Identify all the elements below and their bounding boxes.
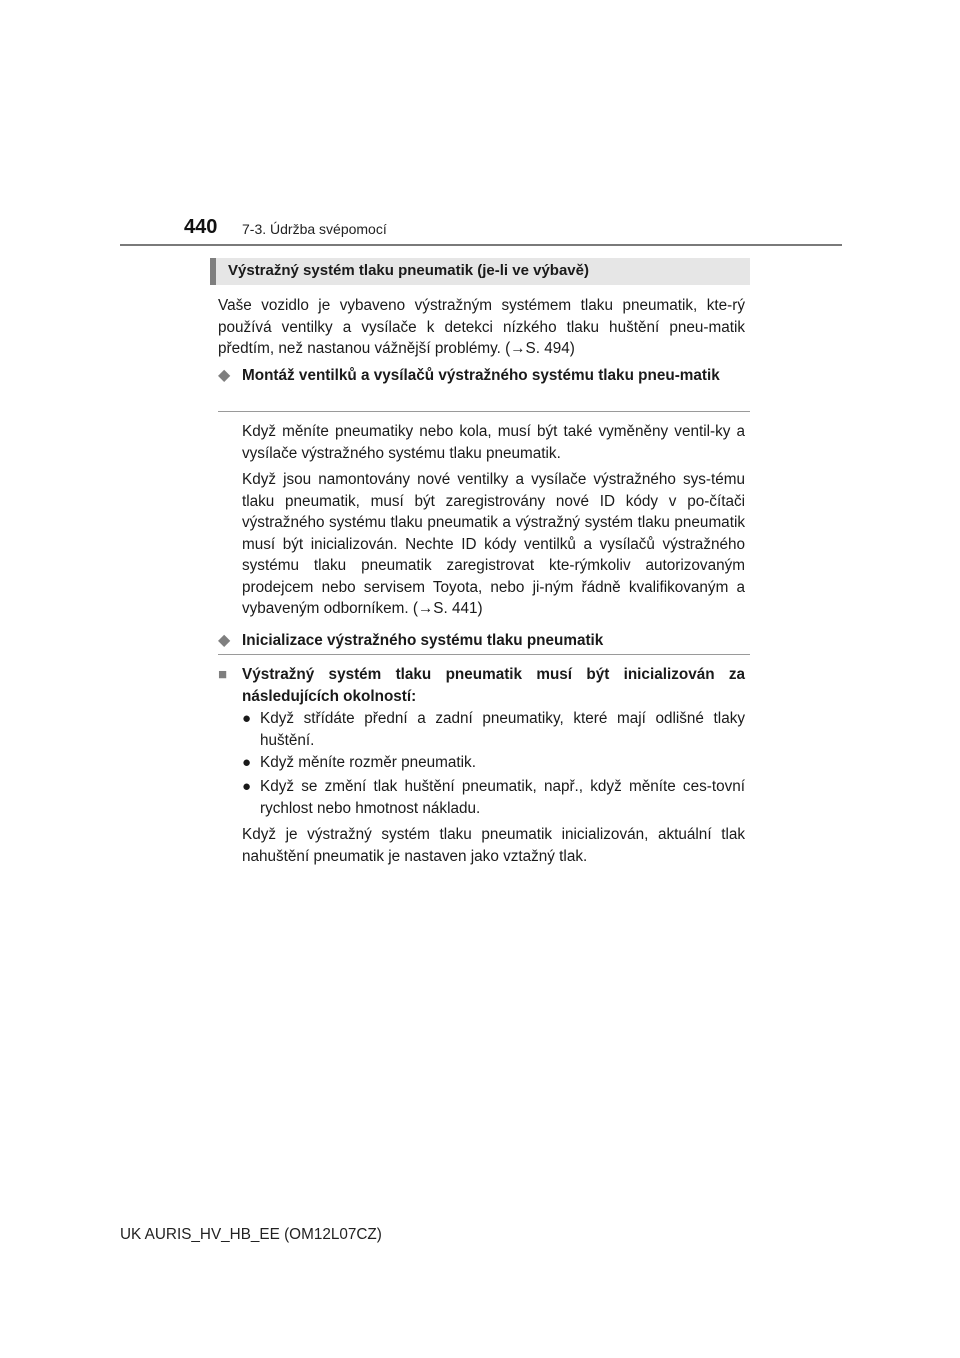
list-item [242,776,745,819]
condition-heading-text: Výstražný systém tlaku pneumatik musí být inicializován za následujících okolností: [242,666,745,705]
square-icon: ■ [218,666,228,683]
intro-paragraph: Vaše vozidlo je vybaveno výstražným systémem tlaku pneumatik, kte-rý používá ventilky a vysílače k detekci nízkého tlaku huštění pneu-matik předtím, než nastanou vážnější problémy. (→S. 494) [218,297,745,357]
diamond-icon: ◆ [218,632,231,649]
bullet-dot-icon: ● [242,754,252,771]
bullet-dot-icon: ● [242,778,252,795]
chapter-title: 7-3. Údržba svépomocí [242,221,387,237]
page-number: 440 [184,216,218,238]
closing-paragraph: Když je výstražný systém tlaku pneumatik inicializován, aktuální tlak nahuštění pneumatik je nastaven jako vztažný tlak. [242,826,745,865]
section-title: Výstražný systém tlaku pneumatik (je-li ve výbavě) [228,262,589,279]
condition-heading [218,664,745,707]
subheading-rule [218,411,750,412]
subheading-initialization-text: Inicializace výstražného systému tlaku pneumatik [242,632,604,649]
diamond-icon: ◆ [218,367,231,384]
bullet-dot-icon: ● [242,710,252,727]
subheading-mounting-text: Montáž ventilků a vysílačů výstražného systému tlaku pneu-matik [242,367,720,384]
list-item-text: Když měníte rozměr pneumatik. [260,754,476,771]
mounting-paragraph-1: Když měníte pneumatiky nebo kola, musí být také vyměněny ventil-ky a vysílače výstražného systému tlaku pneumatik. [242,423,745,462]
list-item [242,708,745,751]
subheading-mounting [218,365,745,387]
section-title-box [210,258,750,285]
list-item [242,752,745,774]
list-item-text: Když střídáte přední a zadní pneumatiky, které mají odlišné tlaky huštění. [260,710,745,749]
header-rule [120,244,842,246]
list-item-text: Když se změní tlak huštění pneumatik, např., když měníte ces-tovní rychlost nebo hmotnost nákladu. [260,778,745,817]
footer-model-code: UK AURIS_HV_HB_EE (OM12L07CZ) [120,1226,382,1243]
mounting-paragraph-2: Když jsou namontovány nové ventilky a vysílače výstražného sys-tému tlaku pneumatik, musí být zaregistrovány nové ID kódy v po-čítači výstražného systému tlaku pneumatik a výstražný systém tlaku pneumatik musí být inicializován. Nechte ID kódy ventilků a vysílačů výstražného systému tlaku pneumatik zaregistrovat kte-rýmkoliv autorizovaným prodejcem nebo servisem Toyota, nebo ji-ným řádně kvalifikovaným a vybaveným odborníkem. (→S. 441) [242,471,745,617]
subheading-initialization [218,630,745,652]
subheading-rule [218,654,750,655]
